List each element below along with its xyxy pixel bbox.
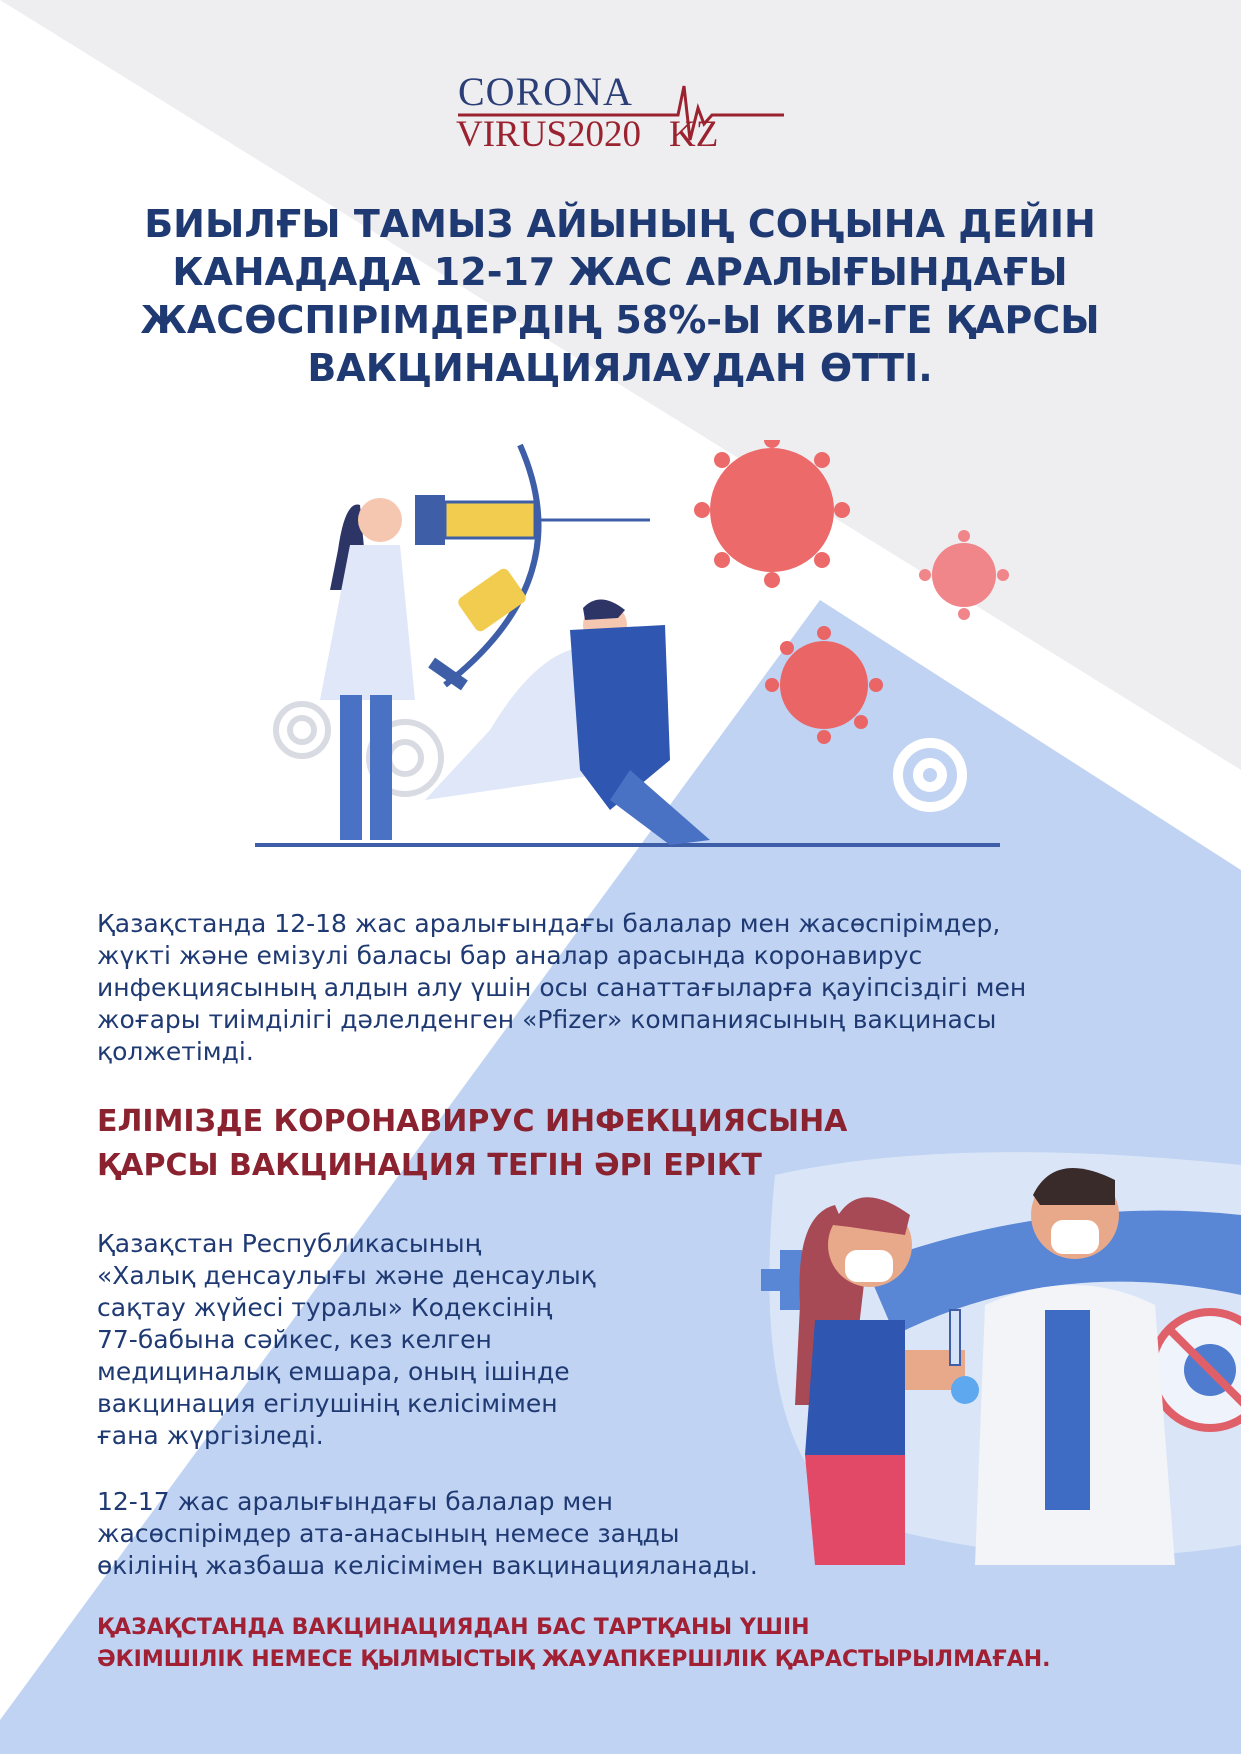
subheading-line: ЕЛІМІЗДЕ КОРОНАВИРУС ИНФЕКЦИЯСЫНА: [97, 1104, 848, 1139]
headline-line: КАНАДАДА 12-17 ЖАС АРАЛЫҒЫНДАҒЫ: [172, 250, 1068, 294]
virus-icon: [694, 440, 850, 588]
text-line: медициналық емшара, оның ішінде: [97, 1357, 570, 1386]
text-line: Қазақстанда 12-18 жас аралығындағы балалар мен жасөспірімдер,: [97, 909, 1001, 938]
paragraph-pfizer-availability: [97, 908, 1026, 1068]
text-line: жүкті және емізулі баласы бар аналар арасында коронавирус: [97, 941, 923, 970]
text-line: 77-бабына сәйкес, кез келген: [97, 1325, 492, 1354]
no-virus-icon: [1152, 1312, 1241, 1428]
subheading-free-voluntary: [97, 1100, 847, 1188]
gear-icon: [898, 743, 962, 807]
headline-line: ЖАСӨСПІРІМДЕРДІҢ 58%-Ы КВИ-ГЕ ҚАРСЫ: [140, 298, 1100, 342]
text-line: жоғары тиімділігі дәлелденген «Pfizer» компаниясының вакцинасы: [97, 1005, 997, 1034]
virus-icon: [765, 626, 883, 744]
paragraph-code-article: [97, 1228, 596, 1452]
headline: [120, 200, 1120, 392]
bow-shape: [445, 445, 538, 685]
headline-line: ВАКЦИНАЦИЯЛАУДАН ӨТТІ.: [307, 346, 933, 390]
liability-warning: [97, 1612, 1051, 1676]
text-line: қолжетімді.: [97, 1037, 254, 1066]
vaccination-scene-illustration: [755, 1145, 1241, 1565]
vaccine-vs-virus-illustration: [250, 440, 1010, 860]
text-line: сақтау жүйесі туралы» Кодексінің: [97, 1293, 553, 1322]
text-line: 12-17 жас аралығындағы балалар мен: [97, 1487, 613, 1516]
text-line: Қазақстан Республикасының: [97, 1229, 482, 1258]
corona-virus-logo: [456, 68, 786, 160]
warning-line: ӘКІМШІЛІК НЕМЕСЕ ҚЫЛМЫСТЫҚ ЖАУАПКЕРШІЛІК ҚАРАСТЫРЫЛМАҒАН.: [97, 1647, 1051, 1672]
text-line: жасөспірімдер ата-анасының немесе заңды: [97, 1519, 680, 1548]
subheading-line: ҚАРСЫ ВАКЦИНАЦИЯ ТЕГІН ӘРІ ЕРІКТ: [97, 1148, 762, 1183]
text-line: өкілінің жазбаша келісімімен вакцинацияланады.: [97, 1551, 758, 1580]
text-line: вакцинация егілушінің келісімімен: [97, 1389, 558, 1418]
logo-line2: VIRUS2020 KZ: [456, 114, 719, 155]
warning-line: ҚАЗАҚСТАНДА ВАКЦИНАЦИЯДАН БАС ТАРТҚАНЫ ҮШІН: [97, 1615, 810, 1640]
headline-line: БИЫЛҒЫ ТАМЫЗ АЙЫНЫҢ СОҢЫНА ДЕЙІН: [144, 202, 1096, 246]
male-doctor-figure: [425, 566, 710, 845]
text-line: ғана жүргізіледі.: [97, 1421, 324, 1450]
virus-icon: [919, 530, 1009, 620]
paragraph-parental-consent: [97, 1486, 758, 1582]
logo-line1: CORONA: [458, 69, 633, 114]
text-line: инфекциясының алдын алу үшін осы санаттағыларға қауіпсіздігі мен: [97, 973, 1027, 1002]
text-line: «Халық денсаулығы және денсаулық: [97, 1261, 596, 1290]
syringe-icon: [415, 495, 650, 545]
